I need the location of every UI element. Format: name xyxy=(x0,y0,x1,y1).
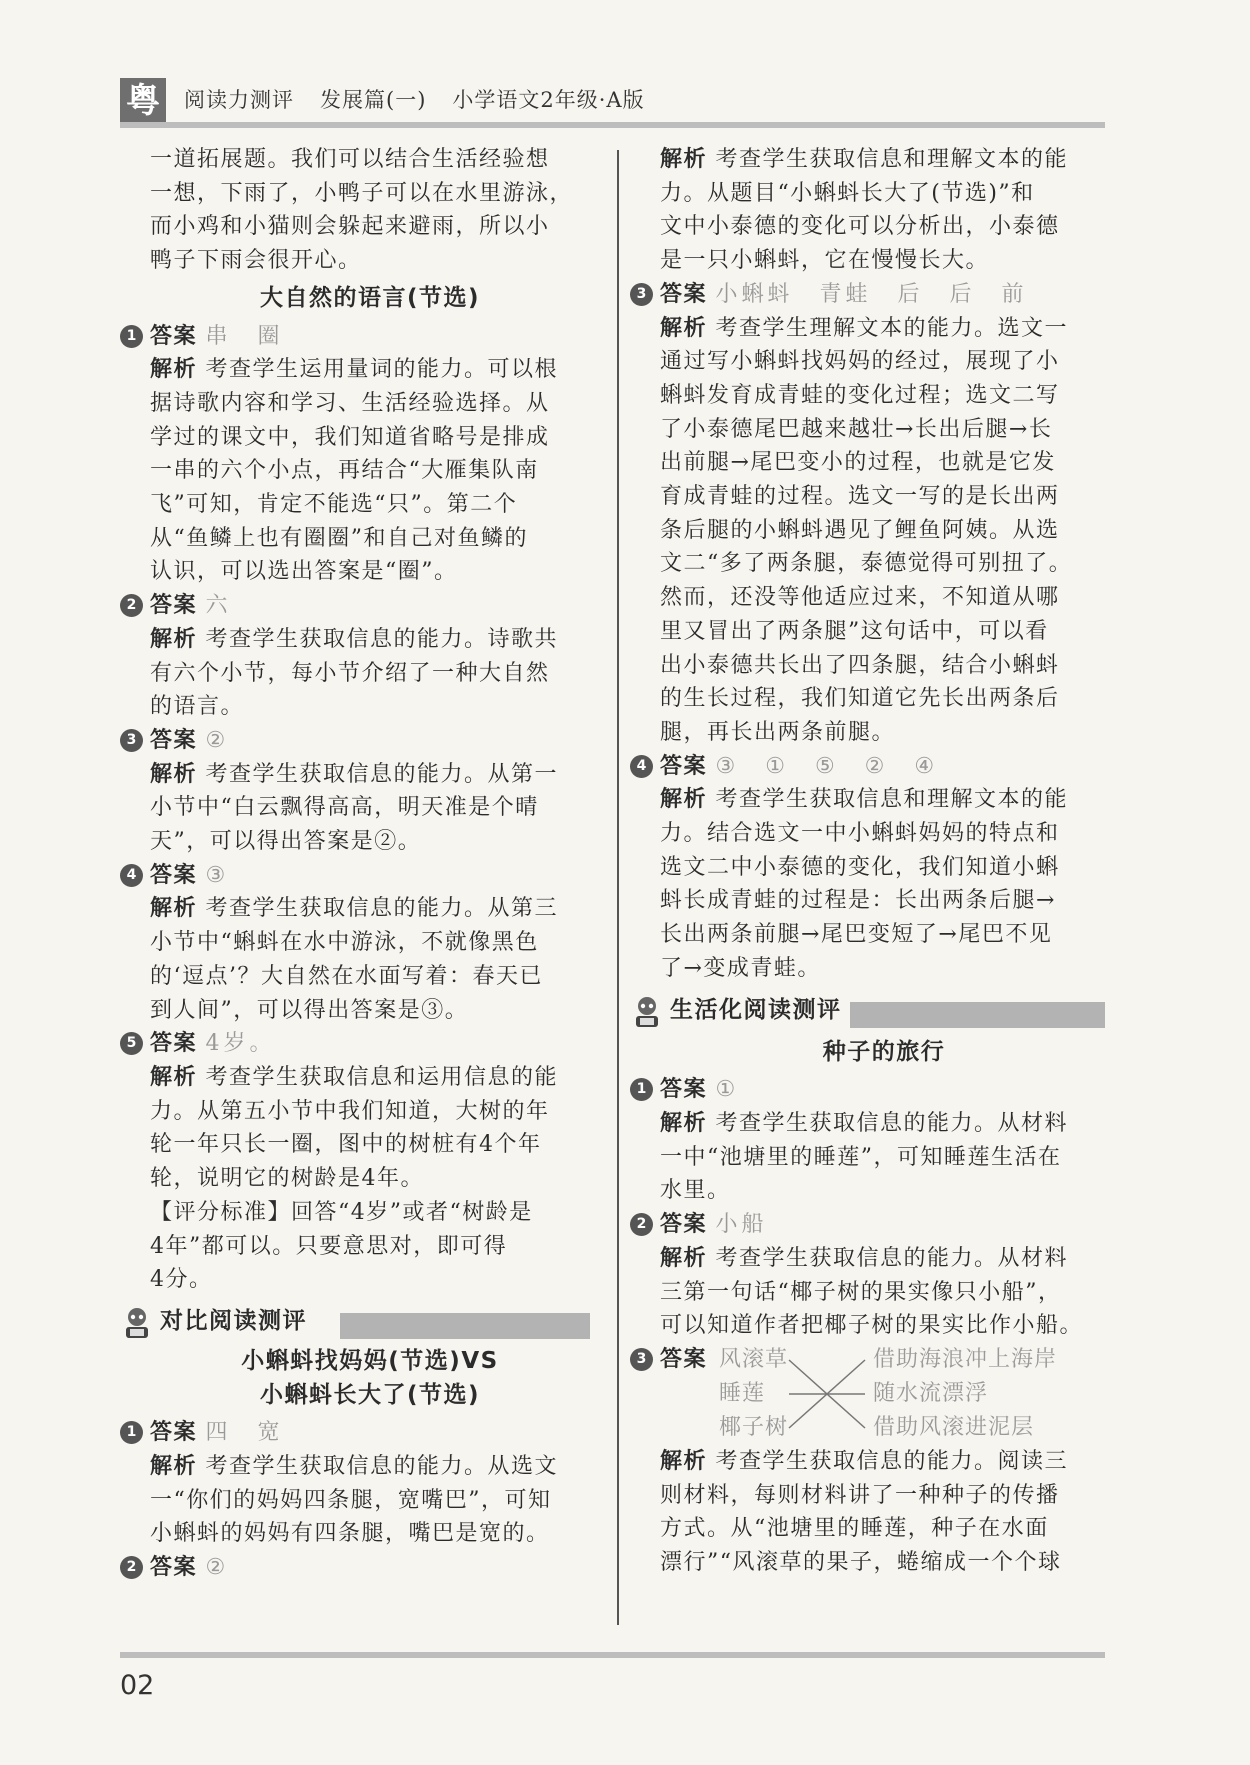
analysis-line: 天”，可以得出答案是②。 xyxy=(150,829,422,855)
passage-title: 小蝌蚪长大了(节选) xyxy=(259,1381,481,1408)
match-lines xyxy=(787,1343,869,1445)
analysis-line: 腿，再长出两条前腿。 xyxy=(660,719,896,745)
analysis-line: 的生长过程，我们知道它先长出两条后 xyxy=(660,686,1060,712)
answer-value: 六 xyxy=(205,593,232,619)
analysis-label: 解析 xyxy=(150,761,198,787)
analysis-label: 解析 xyxy=(660,1245,708,1271)
analysis-line: 力。从第五小节中我们知道，大树的年 xyxy=(150,1098,550,1124)
analysis-line: 轮，说明它的树龄是4年。 xyxy=(150,1166,424,1192)
analysis-line: 认识，可以选出答案是“圈”。 xyxy=(150,559,458,585)
analysis-label: 解析 xyxy=(660,787,708,813)
analysis-line: 漂行”“风滚草的果子，蜷缩成一个个球 xyxy=(660,1550,1062,1576)
analysis-line: 然而，还没等他适应过来，不知道从哪 xyxy=(660,585,1060,611)
answer-label: 答案 xyxy=(660,753,708,779)
match-left-item: 风滚草 xyxy=(719,1346,789,1372)
question-number: 1 xyxy=(120,1421,143,1444)
analysis-line: 考查学生获取信息的能力。从材料 xyxy=(715,1245,1069,1271)
question-number: 2 xyxy=(630,1213,653,1236)
analysis-line: 考查学生获取信息和理解文本的能 xyxy=(715,147,1069,172)
analysis-line: 考查学生获取信息的能力。从第三 xyxy=(205,896,559,922)
analysis-label: 解析 xyxy=(150,357,198,383)
analysis-line: 考查学生获取信息的能力。从第一 xyxy=(205,761,559,787)
analysis-label: 解析 xyxy=(150,1064,198,1090)
answer-label: 答案 xyxy=(150,727,198,753)
question-item xyxy=(126,589,590,724)
analysis-line: 了→变成青蛙。 xyxy=(660,955,821,981)
match-left-item: 睡莲 xyxy=(719,1380,766,1406)
passage-title: 种子的旅行 xyxy=(822,1038,946,1065)
book-part: 发展篇(一) xyxy=(320,88,427,112)
answer-label: 答案 xyxy=(660,1346,708,1372)
answer-label: 答案 xyxy=(660,1212,708,1238)
answer-label: 答案 xyxy=(660,281,708,307)
intro-line: 一想，下雨了，小鸭子可以在水里游泳， xyxy=(150,180,574,206)
left-column xyxy=(126,143,590,1585)
analysis-line: 通过写小蝌蚪找妈妈的经过，展现了小 xyxy=(660,349,1060,375)
analysis-line: 条后腿的小蝌蚪遇见了鲤鱼阿姨。从选 xyxy=(660,517,1060,543)
section-heading xyxy=(120,1303,590,1343)
intro-line: 而小鸡和小猫则会躲起来避雨，所以小 xyxy=(150,214,550,240)
analysis-label: 解析 xyxy=(660,147,708,172)
header-rule xyxy=(120,122,1105,128)
question-number: 1 xyxy=(630,1078,653,1101)
analysis-line: 小蝌蚪的妈妈有四条腿，嘴巴是宽的。 xyxy=(150,1521,550,1547)
answer-value: ③ xyxy=(205,862,230,888)
section-bar xyxy=(340,1313,590,1339)
analysis-line: 蝌蚪发育成青蛙的变化过程；选文二写 xyxy=(660,382,1060,408)
section-label: 生活化阅读测评 xyxy=(670,996,842,1023)
answer-value: 小蝌蚪 青蛙 后 后 前 xyxy=(715,281,1028,307)
reader-icon xyxy=(120,1305,154,1339)
column-divider xyxy=(617,150,619,1625)
page-number: 02 xyxy=(120,1670,155,1701)
answer-value: ② xyxy=(205,727,230,753)
question-number: 4 xyxy=(120,864,143,887)
analysis-line: 育成青蛙的过程。选文一写的是长出两 xyxy=(660,484,1060,510)
analysis-line: 里又冒出了两条腿”这句话中，可以看 xyxy=(660,618,1049,644)
question-number: 4 xyxy=(630,755,653,778)
header-title xyxy=(184,84,645,114)
question-number: 3 xyxy=(630,283,653,306)
answer-value: ① xyxy=(715,1077,740,1103)
analysis-line: 考查学生获取信息的能力。从材料 xyxy=(715,1110,1069,1136)
analysis-line: 文中小泰德的变化可以分析出，小泰德 xyxy=(660,214,1060,240)
footer-rule xyxy=(120,1652,1105,1658)
analysis-line: 长出两条前腿→尾巴变短了→尾巴不见 xyxy=(660,922,1053,948)
section-label: 对比阅读测评 xyxy=(160,1307,307,1334)
section-heading xyxy=(630,992,1108,1032)
page-header xyxy=(120,78,1105,124)
question-number: 3 xyxy=(120,729,143,752)
analysis-line: 了小泰德尾巴越来越壮→长出后腿→长 xyxy=(660,416,1053,442)
intro-line: 一道拓展题。我们可以结合生活经验想 xyxy=(150,147,550,172)
question-number: 2 xyxy=(120,594,143,617)
question-item xyxy=(636,750,1108,986)
analysis-line: 蚪长成青蛙的过程是：长出两条后腿→ xyxy=(660,888,1056,914)
analysis-label: 解析 xyxy=(660,1110,708,1136)
analysis-line: 一“你们的妈妈四条腿，宽嘴巴”，可知 xyxy=(150,1487,552,1513)
question-item xyxy=(636,1343,1108,1580)
question-item xyxy=(126,1551,590,1585)
analysis-line: 一串的六个小点，再结合“大雁集队南 xyxy=(150,458,539,484)
book-name: 阅读力测评 xyxy=(184,88,294,112)
analysis-line: 水里。 xyxy=(660,1178,731,1204)
reader-icon xyxy=(630,994,664,1028)
answer-label: 答案 xyxy=(660,1077,708,1103)
analysis-line: 可以知道作者把椰子树的果实比作小船。 xyxy=(660,1313,1084,1339)
analysis-label: 解析 xyxy=(150,896,198,922)
right-column xyxy=(636,143,1108,1580)
answer-value: 小船 xyxy=(715,1212,768,1238)
section-bar xyxy=(850,1002,1105,1028)
answer-value: ③ ① ⑤ ② ④ xyxy=(715,753,939,779)
analysis-label: 解析 xyxy=(660,315,708,341)
answer-label: 答案 xyxy=(150,593,198,619)
answer-label: 答案 xyxy=(150,1031,198,1057)
book-subject: 小学语文2年级·A版 xyxy=(452,88,645,112)
analysis-line: 考查学生获取信息的能力。从选文 xyxy=(205,1454,559,1480)
analysis-line: 考查学生获取信息和运用信息的能 xyxy=(205,1064,559,1090)
analysis-line: 考查学生运用量词的能力。可以根 xyxy=(205,357,559,383)
analysis-line: 从“鱼鳞上也有圈圈”和自己对鱼鳞的 xyxy=(150,525,528,551)
match-left-item: 椰子树 xyxy=(719,1414,789,1440)
analysis-line: 选文二中小泰德的变化，我们知道小蝌 xyxy=(660,854,1060,880)
question-number: 2 xyxy=(120,1556,143,1579)
match-right-item: 借助海浪冲上海岸 xyxy=(873,1346,1058,1372)
scoring-line: 4分。 xyxy=(150,1267,213,1293)
question-item xyxy=(126,859,590,1028)
analysis-line: 据诗歌内容和学习、生活经验选择。从 xyxy=(150,390,550,416)
analysis-line: 考查学生获取信息的能力。阅读三 xyxy=(715,1448,1069,1474)
question-item xyxy=(126,1416,590,1551)
analysis-line: 一中“池塘里的睡莲”，可知睡莲生活在 xyxy=(660,1144,1062,1170)
analysis-line: 有六个小节，每小节介绍了一种大自然 xyxy=(150,660,550,686)
analysis-line: 出小泰德共长出了四条腿，结合小蝌蚪 xyxy=(660,652,1060,678)
analysis-line: 小节中“白云飘得高高，明天准是个晴 xyxy=(150,795,539,821)
analysis-line: 的‘逗点’？大自然在水面写着：春天已 xyxy=(150,963,543,989)
question-item xyxy=(636,278,1108,750)
passage-title: 大自然的语言(节选) xyxy=(259,284,481,311)
analysis-line: 飞”可知，肯定不能选“只”。第二个 xyxy=(150,492,518,518)
answer-label: 答案 xyxy=(150,323,198,349)
answer-value: 串 圈 xyxy=(205,323,284,349)
matching-answer xyxy=(719,1343,1079,1445)
question-number: 3 xyxy=(630,1348,653,1371)
analysis-line: 方式。从“池塘里的睡莲，种子在水面 xyxy=(660,1516,1049,1542)
question-item xyxy=(636,1208,1108,1343)
intro-line: 鸭子下雨会很开心。 xyxy=(150,248,362,274)
answer-value: ② xyxy=(205,1555,230,1581)
analysis-line: 出前腿→尾巴变小的过程，也就是它发 xyxy=(660,450,1056,476)
analysis-line: 文二“多了两条腿，泰德觉得可别扭了。 xyxy=(660,551,1073,577)
analysis-line: 则材料，每则材料讲了一种种子的传播 xyxy=(660,1482,1060,1508)
analysis-line: 小节中“蝌蚪在水中游泳，不就像黑色 xyxy=(150,930,539,956)
region-logo: 粤 xyxy=(120,78,166,124)
analysis-line: 力。从题目“小蝌蚪长大了(节选)”和 xyxy=(660,180,1035,206)
answer-value: 四 宽 xyxy=(205,1420,284,1446)
match-right-item: 借助风滚进泥层 xyxy=(873,1414,1035,1440)
analysis-label: 解析 xyxy=(660,1448,708,1474)
analysis-line: 学过的课文中，我们知道省略号是排成 xyxy=(150,424,550,450)
analysis-line: 三第一句话“椰子树的果实像只小船”， xyxy=(660,1279,1062,1305)
analysis-line: 力。结合选文一中小蝌蚪妈妈的特点和 xyxy=(660,821,1060,847)
analysis-line: 考查学生理解文本的能力。选文一 xyxy=(715,315,1069,341)
question-number: 1 xyxy=(120,325,143,348)
analysis-line: 到人间”，可以得出答案是③。 xyxy=(150,997,469,1023)
analysis-line: 考查学生获取信息的能力。诗歌共 xyxy=(205,626,559,652)
scoring-line: 【评分标准】回答“4岁”或者“树龄是 xyxy=(150,1199,533,1225)
question-item xyxy=(126,1027,590,1297)
analysis-line: 考查学生获取信息和理解文本的能 xyxy=(715,787,1069,813)
scoring-line: 4年”都可以。只要意思对，即可得 xyxy=(150,1233,508,1259)
match-right-item: 随水流漂浮 xyxy=(873,1380,989,1406)
analysis-label: 解析 xyxy=(150,626,198,652)
analysis-line: 的语言。 xyxy=(150,694,245,720)
answer-label: 答案 xyxy=(150,1420,198,1446)
question-item xyxy=(126,724,590,859)
question-item xyxy=(636,1073,1108,1208)
question-item xyxy=(126,320,590,590)
analysis-line: 是一只小蝌蚪，它在慢慢长大。 xyxy=(660,248,990,274)
passage-title: 小蝌蚪找妈妈(节选)VS xyxy=(241,1347,499,1374)
answer-label: 答案 xyxy=(150,1555,198,1581)
question-number: 5 xyxy=(120,1032,143,1055)
answer-label: 答案 xyxy=(150,862,198,888)
answer-value: 4岁。 xyxy=(205,1031,276,1057)
analysis-line: 轮一年只长一圈，图中的树桩有4个年 xyxy=(150,1132,542,1158)
analysis-label: 解析 xyxy=(150,1454,198,1480)
